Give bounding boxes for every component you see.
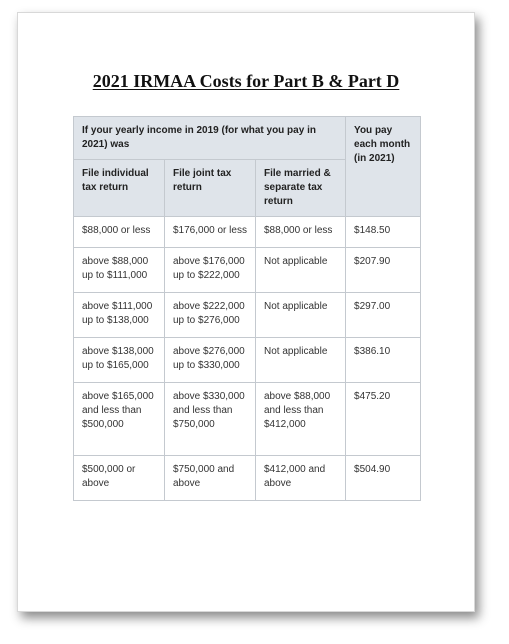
table-cell-joint: $176,000 or less — [165, 217, 256, 248]
header-file-joint: File joint tax return — [165, 160, 256, 217]
table-cell-individual: $88,000 or less — [74, 217, 165, 248]
table-row — [74, 383, 421, 456]
header-file-married-separate: File married & separate tax return — [256, 160, 346, 217]
table-cell-married-separate: $88,000 or less — [256, 217, 346, 248]
table-cell-joint: above $276,000 up to $330,000 — [165, 338, 256, 383]
table-cell-monthly-cost: $504.90 — [346, 456, 421, 501]
table-row — [74, 248, 421, 293]
header-yearly-income: If your yearly income in 2019 (for what you pay in 2021) was — [74, 117, 346, 160]
table-row — [74, 293, 421, 338]
header-file-individual: File individual tax return — [74, 160, 165, 217]
table-cell-monthly-cost: $386.10 — [346, 338, 421, 383]
table-cell-individual: above $111,000 up to $138,000 — [74, 293, 165, 338]
header-monthly-payment: You pay each month (in 2021) — [346, 117, 421, 217]
table-row — [74, 456, 421, 501]
table-header-row — [74, 117, 421, 160]
document-title: 2021 IRMAA Costs for Part B & Part D — [92, 71, 400, 91]
irmaa-cost-table — [73, 116, 421, 501]
table-cell-married-separate: Not applicable — [256, 338, 346, 383]
table-cell-individual: above $138,000 up to $165,000 — [74, 338, 165, 383]
table-cell-joint: above $222,000 up to $276,000 — [165, 293, 256, 338]
table-row — [74, 217, 421, 248]
table-cell-joint: above $176,000 up to $222,000 — [165, 248, 256, 293]
table-cell-individual: above $165,000 and less than $500,000 — [74, 383, 165, 456]
table-cell-monthly-cost: $148.50 — [346, 217, 421, 248]
table-row — [74, 338, 421, 383]
table-cell-married-separate: $412,000 and above — [256, 456, 346, 501]
table-cell-individual: $500,000 or above — [74, 456, 165, 501]
table-cell-joint: above $330,000 and less than $750,000 — [165, 383, 256, 456]
table-cell-monthly-cost: $475.20 — [346, 383, 421, 456]
table-cell-monthly-cost: $207.90 — [346, 248, 421, 293]
document-page — [17, 12, 475, 612]
table-cell-married-separate: Not applicable — [256, 293, 346, 338]
table-cell-monthly-cost: $297.00 — [346, 293, 421, 338]
table-cell-individual: above $88,000 up to $111,000 — [74, 248, 165, 293]
table-cell-married-separate: Not applicable — [256, 248, 346, 293]
table-cell-married-separate: above $88,000 and less than $412,000 — [256, 383, 346, 456]
table-cell-joint: $750,000 and above — [165, 456, 256, 501]
